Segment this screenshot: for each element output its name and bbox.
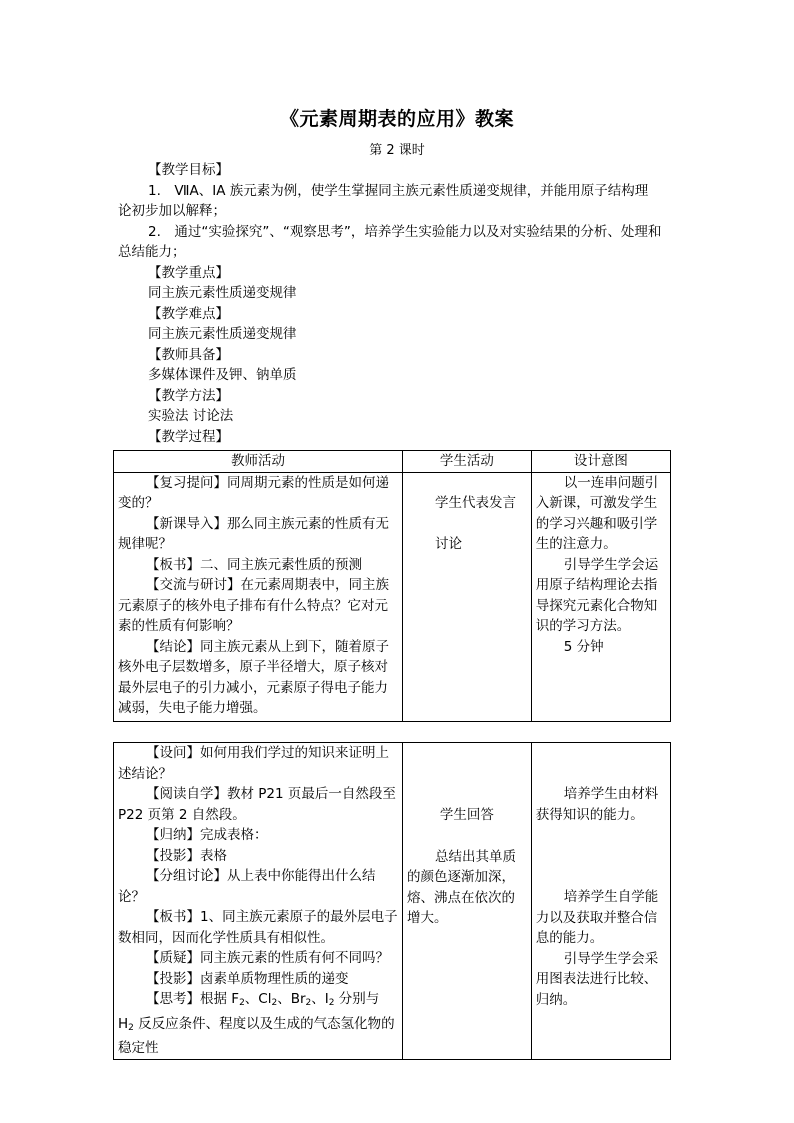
conclusion: 【结论】同主族元素从上到下，随着原子核外电子层数增多，原子半径增大，原子核对最外层电子的引力减小，元素原子得电子能力减弱，失电子能力增强。 bbox=[118, 638, 389, 716]
student-discuss: 讨论 bbox=[434, 536, 462, 552]
lesson-table-part-1 bbox=[113, 450, 671, 722]
student-summary: 总结出其单质的颜色逐渐加深，熔、沸点在依次的增大。 bbox=[406, 848, 516, 926]
question-raise: 【质疑】同主族元素的性质有何不同吗？ bbox=[146, 950, 389, 966]
preparation-text: 多媒体课件及钾、钠单质 bbox=[148, 367, 297, 383]
difficulty-text: 同主族元素性质递变规律 bbox=[148, 326, 297, 342]
goal-1-line-1: 1. ⅦA、ⅠA 族元素为例，使学生掌握同主族元素性质递变规律，并能用原子结构理 bbox=[148, 182, 649, 199]
projection-halogen: 【投影】卤素单质物理性质的递变 bbox=[146, 970, 349, 987]
review-question: 【复习提问】同周期元素的性质是如何递变的？ bbox=[118, 474, 389, 511]
header-student: 学生活动 bbox=[402, 451, 531, 473]
document-title: 《元素周期表的应用》教案 bbox=[279, 108, 514, 130]
group-discussion: 【分组讨论】从上表中你能得出什么结论？ bbox=[118, 868, 376, 905]
new-lesson-intro: 【新课导入】那么同主族元素的性质有无规律呢？ bbox=[118, 515, 389, 552]
process-heading: 【教学过程】 bbox=[148, 428, 229, 445]
exchange-discussion: 【交流与研讨】在元素周期表中，同主族元素原子的核外电子排布有什么特点？它对元素的性质有何影响？ bbox=[118, 577, 389, 634]
key-points-heading: 【教学重点】 bbox=[148, 264, 229, 281]
methods-text: 实验法 讨论法 bbox=[148, 408, 234, 424]
goal-2-line-1: 2. 通过“实验探究”、“观察思考”，培养学生实验能力以及对实验结果的分析、处理和 bbox=[148, 223, 662, 240]
goal-2-line-2: 总结能力； bbox=[118, 244, 186, 260]
table-row bbox=[114, 472, 671, 721]
thinking-prompt: 【思考】根据 $F_2$、$Cl_2$、$Br_2$、$I_2$ 分别与 $H_2$ 反反应条件、程度以及生成的气态氢化物的稳定性 bbox=[118, 991, 395, 1056]
student-speech: 学生代表发言 bbox=[434, 494, 516, 511]
header-teacher: 教师活动 bbox=[114, 451, 403, 473]
header-intent: 设计意图 bbox=[531, 451, 670, 473]
teacher-activity-cell bbox=[114, 743, 403, 1060]
teacher-activity-cell bbox=[114, 472, 403, 721]
methods-heading: 【教学方法】 bbox=[148, 387, 229, 404]
preparation-heading: 【教师具备】 bbox=[148, 346, 229, 363]
difficulty-heading: 【教学难点】 bbox=[148, 305, 229, 322]
blackboard-note-2: 【板书】1、同主族元素原子的最外层电子数相同，因而化学性质具有相似性。 bbox=[118, 909, 398, 946]
projection-table: 【投影】表格 bbox=[146, 847, 227, 864]
lesson-number: 第 2 课时 bbox=[369, 143, 425, 158]
intent-text-1: 以一连串问题引入新课，可激发学生的学习兴趣和吸引学生的注意力。 bbox=[535, 474, 659, 552]
intent-text-1: 培养学生由材料获得知识的能力。 bbox=[535, 786, 659, 823]
design-intent-cell bbox=[531, 743, 670, 1060]
guiding-question: 【设问】如何用我们学过的知识来证明上述结论？ bbox=[118, 745, 389, 782]
thinking-prefix: 【思考】根据 F bbox=[146, 991, 240, 1007]
student-answer: 学生回答 bbox=[439, 807, 494, 823]
thinking-rest: 反应条件、程度以及生成的气态氢化物的稳定性 bbox=[118, 1015, 395, 1056]
intent-duration: 5 分钟 bbox=[563, 638, 604, 655]
self-study: 【阅读自学】教材 P21 页最后一自然段至 P22 页第 2 自然段。 bbox=[118, 786, 396, 823]
table-header-row bbox=[114, 451, 671, 473]
document-body bbox=[118, 160, 678, 447]
student-activity-cell bbox=[402, 472, 531, 721]
intent-text-2: 引导学生学会运用原子结构理论去指导探究元素化合物知识的学习方法。 bbox=[535, 556, 659, 634]
intent-text-3: 引导学生学会采用图表法进行比较、归纳。 bbox=[535, 950, 659, 1008]
intent-text-2: 培养学生自学能力以及获取并整合信息的能力。 bbox=[535, 889, 659, 946]
lesson-table-part-2 bbox=[113, 742, 671, 1060]
blackboard-note: 【板书】二、同主族元素性质的预测 bbox=[146, 556, 362, 573]
goals-heading: 【教学目标】 bbox=[148, 162, 229, 178]
key-points-text: 同主族元素性质递变规律 bbox=[148, 285, 297, 301]
table-row bbox=[114, 743, 671, 1060]
goal-1-line-2: 论初步加以解释； bbox=[118, 203, 226, 219]
student-activity-cell bbox=[402, 743, 531, 1060]
summarize: 【归纳】完成表格： bbox=[146, 827, 268, 843]
design-intent-cell bbox=[531, 472, 670, 721]
